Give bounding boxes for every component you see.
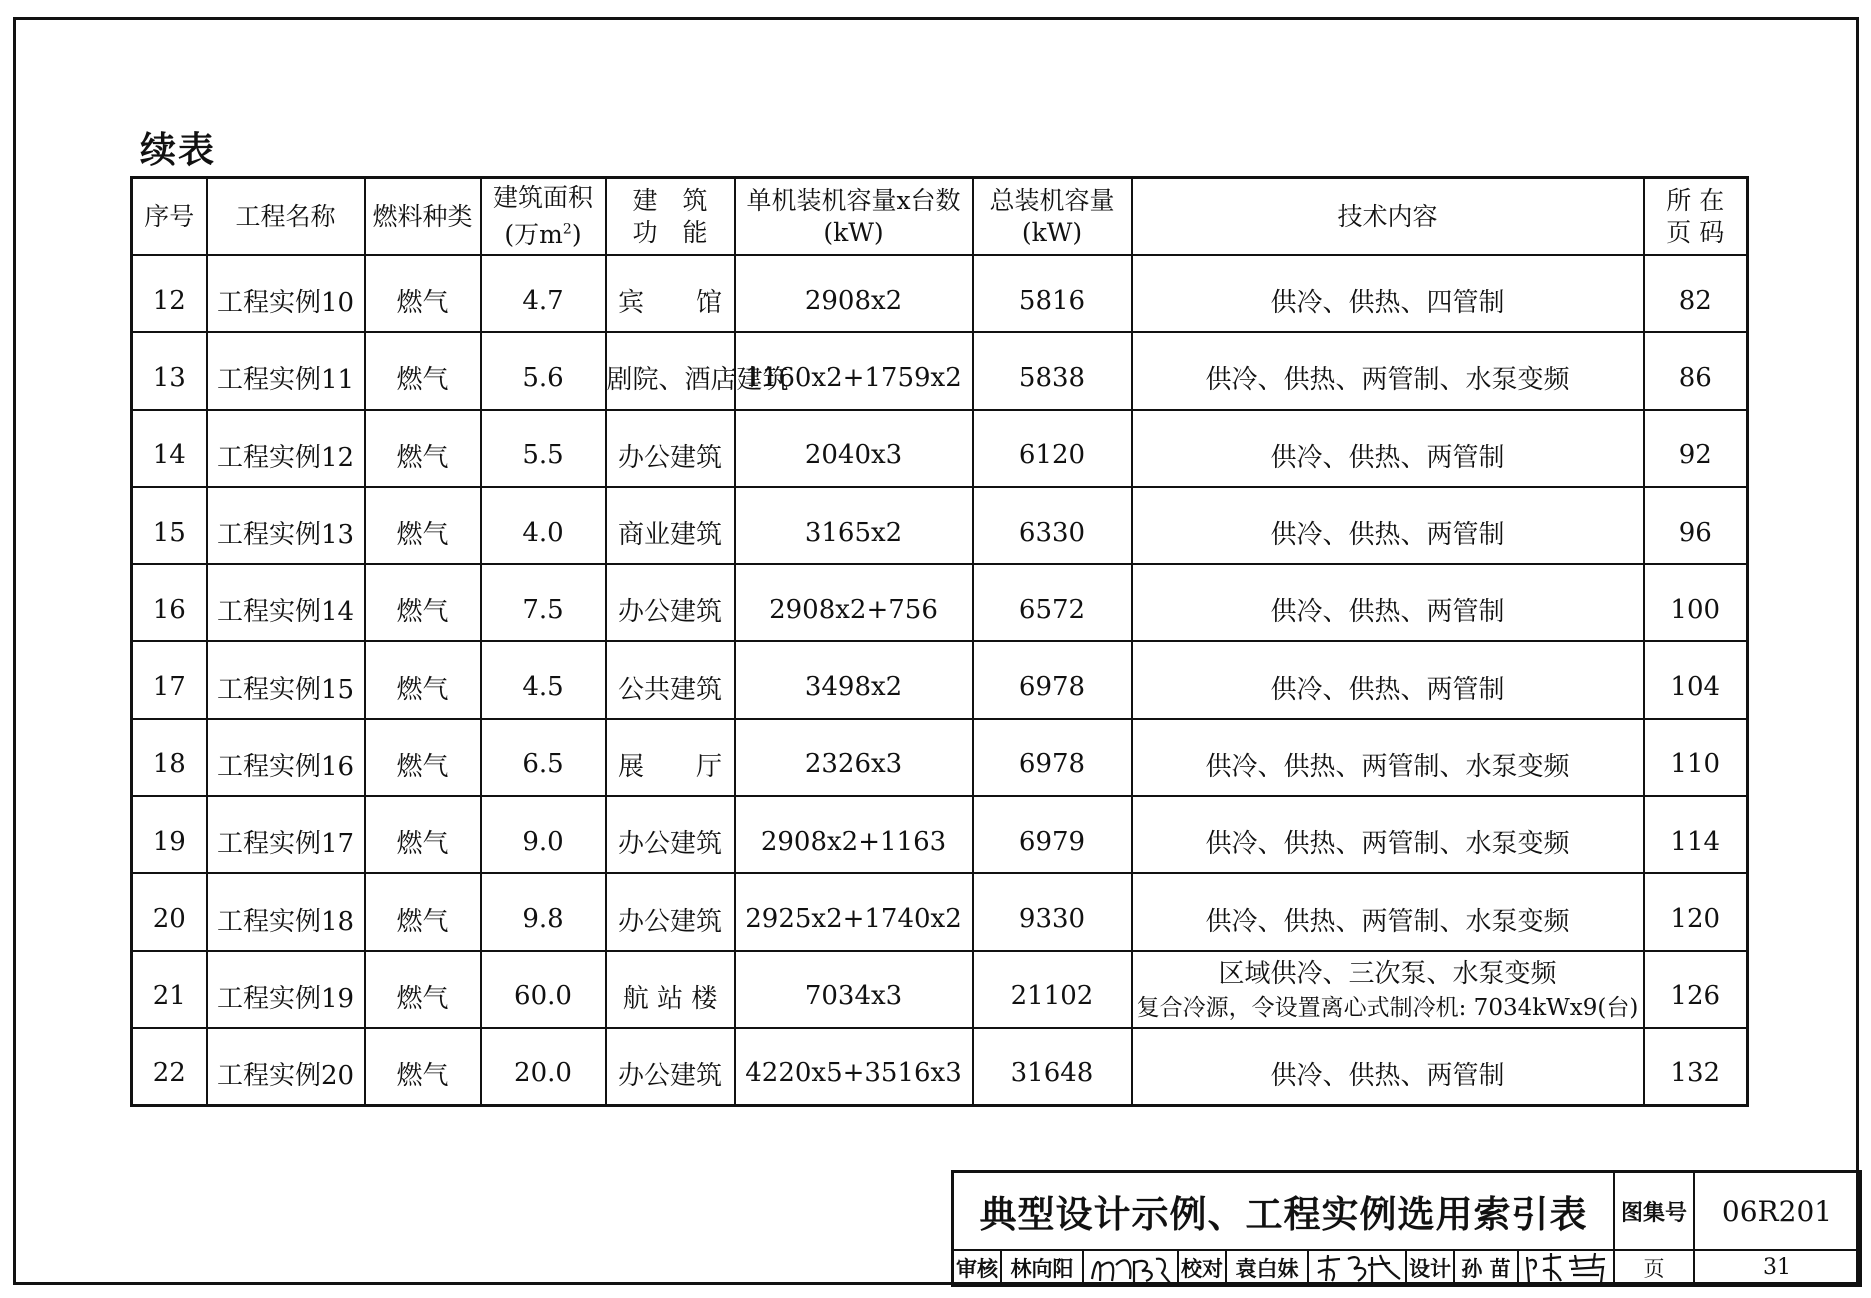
header-no: 序号: [132, 178, 207, 256]
cell-tech: 供冷、供热、两管制: [1132, 1028, 1644, 1105]
reviewer-signature: [1084, 1251, 1179, 1284]
table-row: [132, 796, 1748, 873]
cell-fuel: 燃气: [365, 410, 481, 487]
header-total: [973, 178, 1132, 256]
cell-area: 4.0: [481, 487, 606, 564]
cell-no: 17: [132, 641, 207, 718]
table-row: [132, 641, 1748, 718]
cell-area: 7.5: [481, 564, 606, 641]
cell-tech-line1: 区域供冷、三次泵、水泵变频: [1218, 959, 1557, 990]
cell-tech: 供冷、供热、两管制、水泵变频: [1132, 332, 1644, 409]
cell-total: 6330: [973, 487, 1132, 564]
cell-fuel: 燃气: [365, 719, 481, 796]
header-area-line2: [504, 220, 581, 249]
cell-function: 展 厅: [606, 719, 735, 796]
header-name: 工程名称: [207, 178, 365, 256]
cell-page: 126: [1644, 951, 1748, 1028]
header-capacity: [735, 178, 973, 256]
cell-area: 4.7: [481, 255, 606, 332]
designer-name: 孙 苗: [1455, 1251, 1519, 1284]
header-capacity-line2: (kW): [823, 217, 884, 247]
cell-name: 工程实例15: [207, 641, 365, 718]
header-total-line2: (kW): [1021, 217, 1083, 247]
table-header-row: [132, 178, 1748, 256]
cell-no: 14: [132, 410, 207, 487]
header-function-line1: 建 筑: [632, 185, 708, 215]
cell-fuel: 燃气: [365, 1028, 481, 1105]
cell-tech: 供冷、供热、两管制: [1132, 410, 1644, 487]
cell-tech: 供冷、供热、四管制: [1132, 255, 1644, 332]
cell-tech-line2: 复合冷源，令设置离心式制冷机: 7034kWx9(台): [1136, 995, 1639, 1022]
cell-function: 航 站 楼: [606, 951, 735, 1028]
header-capacity-line1: 单机装机容量x台数: [746, 185, 961, 215]
designer-signature-mark: [1521, 1251, 1609, 1284]
cell-area: 5.6: [481, 332, 606, 409]
cell-page: 96: [1644, 487, 1748, 564]
cell-no: 12: [132, 255, 207, 332]
atlas-number-label: 图集号: [1615, 1173, 1695, 1251]
cell-function: 办公建筑: [606, 796, 735, 873]
cell-capacity: 1160x2+1759x2: [735, 332, 973, 409]
cell-capacity: 2908x2+756: [735, 564, 973, 641]
cell-area: 4.5: [481, 641, 606, 718]
cell-area: 9.8: [481, 873, 606, 950]
cell-capacity: 7034x3: [735, 951, 973, 1028]
cell-page: 114: [1644, 796, 1748, 873]
cell-total: 5816: [973, 255, 1132, 332]
cell-no: 22: [132, 1028, 207, 1105]
cell-area: 6.5: [481, 719, 606, 796]
cell-area: 20.0: [481, 1028, 606, 1105]
table-row: [132, 873, 1748, 950]
cell-function: 宾 馆: [606, 255, 735, 332]
cell-function: 办公建筑: [606, 564, 735, 641]
title-block: [951, 1170, 1862, 1287]
cell-capacity: 4220x5+3516x3: [735, 1028, 973, 1105]
checker-name: 袁白妹: [1227, 1251, 1309, 1284]
cell-fuel: 燃气: [365, 564, 481, 641]
cell-page: 110: [1644, 719, 1748, 796]
cell-page: 120: [1644, 873, 1748, 950]
cell-fuel: 燃气: [365, 641, 481, 718]
cell-page: 100: [1644, 564, 1748, 641]
cell-fuel: 燃气: [365, 796, 481, 873]
cell-no: 16: [132, 564, 207, 641]
cell-name: 工程实例11: [207, 332, 365, 409]
cell-total: 6572: [973, 564, 1132, 641]
table-row: [132, 564, 1748, 641]
cell-tech: 供冷、供热、两管制: [1132, 487, 1644, 564]
cell-name: 工程实例10: [207, 255, 365, 332]
cell-area: 5.5: [481, 410, 606, 487]
table-row: [132, 410, 1748, 487]
cell-capacity: 2908x2: [735, 255, 973, 332]
header-tech: 技术内容: [1132, 178, 1644, 256]
header-area-close: ): [571, 220, 582, 250]
cell-name: 工程实例14: [207, 564, 365, 641]
page-label: 页: [1615, 1251, 1695, 1284]
cell-no: 15: [132, 487, 207, 564]
header-area: [481, 178, 606, 256]
cell-total: 6120: [973, 410, 1132, 487]
cell-no: 18: [132, 719, 207, 796]
cell-name: 工程实例17: [207, 796, 365, 873]
cell-page: 104: [1644, 641, 1748, 718]
cell-name: 工程实例19: [207, 951, 365, 1028]
header-area-sup: 2: [562, 221, 572, 238]
cell-area: 60.0: [481, 951, 606, 1028]
cell-page: 82: [1644, 255, 1748, 332]
cell-total: 9330: [973, 873, 1132, 950]
table-row: [132, 719, 1748, 796]
cell-capacity: 2040x3: [735, 410, 973, 487]
cell-page: 86: [1644, 332, 1748, 409]
cell-area: 9.0: [481, 796, 606, 873]
table-row: [132, 487, 1748, 564]
cell-no: 13: [132, 332, 207, 409]
cell-name: 工程实例13: [207, 487, 365, 564]
continued-heading: 续表: [140, 130, 217, 171]
table-row: [132, 255, 1748, 332]
cell-tech: 供冷、供热、两管制、水泵变频: [1132, 796, 1644, 873]
header-area-line1: 建筑面积: [492, 182, 593, 212]
review-label: 审核: [954, 1251, 1002, 1284]
table-row: [132, 951, 1748, 1028]
cell-capacity: 3165x2: [735, 487, 973, 564]
cell-function: 办公建筑: [606, 1028, 735, 1105]
signature-row: [954, 1251, 1615, 1284]
cell-tech: 供冷、供热、两管制、水泵变频: [1132, 873, 1644, 950]
check-label: 校对: [1179, 1251, 1227, 1284]
cell-total: 5838: [973, 332, 1132, 409]
cell-tech: 供冷、供热、两管制: [1132, 564, 1644, 641]
cell-tech: 供冷、供热、两管制: [1132, 641, 1644, 718]
cell-function: 公共建筑: [606, 641, 735, 718]
cell-fuel: 燃气: [365, 487, 481, 564]
header-function-line2: 功 能: [632, 217, 708, 247]
table-row: [132, 332, 1748, 409]
cell-function: 办公建筑: [606, 873, 735, 950]
reviewer-name: 林向阳: [1002, 1251, 1084, 1284]
cell-capacity: 2925x2+1740x2: [735, 873, 973, 950]
header-page-line1: 所 在: [1666, 185, 1725, 215]
cell-fuel: 燃气: [365, 255, 481, 332]
header-total-line1: 总装机容量: [989, 185, 1115, 215]
cell-function: 商业建筑: [606, 487, 735, 564]
cell-tech: 供冷、供热、两管制、水泵变频: [1132, 719, 1644, 796]
cell-page: 132: [1644, 1028, 1748, 1105]
cell-capacity: 2326x3: [735, 719, 973, 796]
cell-name: 工程实例18: [207, 873, 365, 950]
design-label: 设计: [1407, 1251, 1455, 1284]
cell-function: 办公建筑: [606, 410, 735, 487]
page-number: 31: [1763, 1255, 1791, 1280]
cell-total: 6978: [973, 719, 1132, 796]
cell-total: 6978: [973, 641, 1132, 718]
project-index-table: [130, 176, 1749, 1107]
designer-signature: [1519, 1251, 1611, 1284]
checker-signature: [1309, 1251, 1407, 1284]
cell-capacity: 2908x2+1163: [735, 796, 973, 873]
cell-capacity: 3498x2: [735, 641, 973, 718]
header-page: [1644, 178, 1748, 256]
cell-name: 工程实例20: [207, 1028, 365, 1105]
cell-no: 21: [132, 951, 207, 1028]
cell-total: 6979: [973, 796, 1132, 873]
header-fuel: 燃料种类: [365, 178, 481, 256]
cell-fuel: 燃气: [365, 873, 481, 950]
cell-name: 工程实例12: [207, 410, 365, 487]
table-row: [132, 1028, 1748, 1105]
cell-total: 21102: [973, 951, 1132, 1028]
cell-total: 31648: [973, 1028, 1132, 1105]
cell-no: 20: [132, 873, 207, 950]
cell-page: 92: [1644, 410, 1748, 487]
checker-signature-mark: [1310, 1251, 1404, 1284]
header-function: [606, 178, 735, 256]
cell-name: 工程实例16: [207, 719, 365, 796]
reviewer-signature-mark: [1086, 1251, 1176, 1284]
drawing-title: 典型设计示例、工程实例选用索引表: [954, 1173, 1615, 1251]
cell-fuel: 燃气: [365, 332, 481, 409]
header-page-line2: 页 码: [1666, 217, 1725, 247]
header-area-unit: (万m: [504, 220, 563, 250]
atlas-number: 06R201: [1695, 1173, 1859, 1251]
cell-no: 19: [132, 796, 207, 873]
cell-tech: [1132, 951, 1644, 1028]
cell-function: 剧院、酒店建筑: [606, 332, 735, 409]
cell-fuel: 燃气: [365, 951, 481, 1028]
